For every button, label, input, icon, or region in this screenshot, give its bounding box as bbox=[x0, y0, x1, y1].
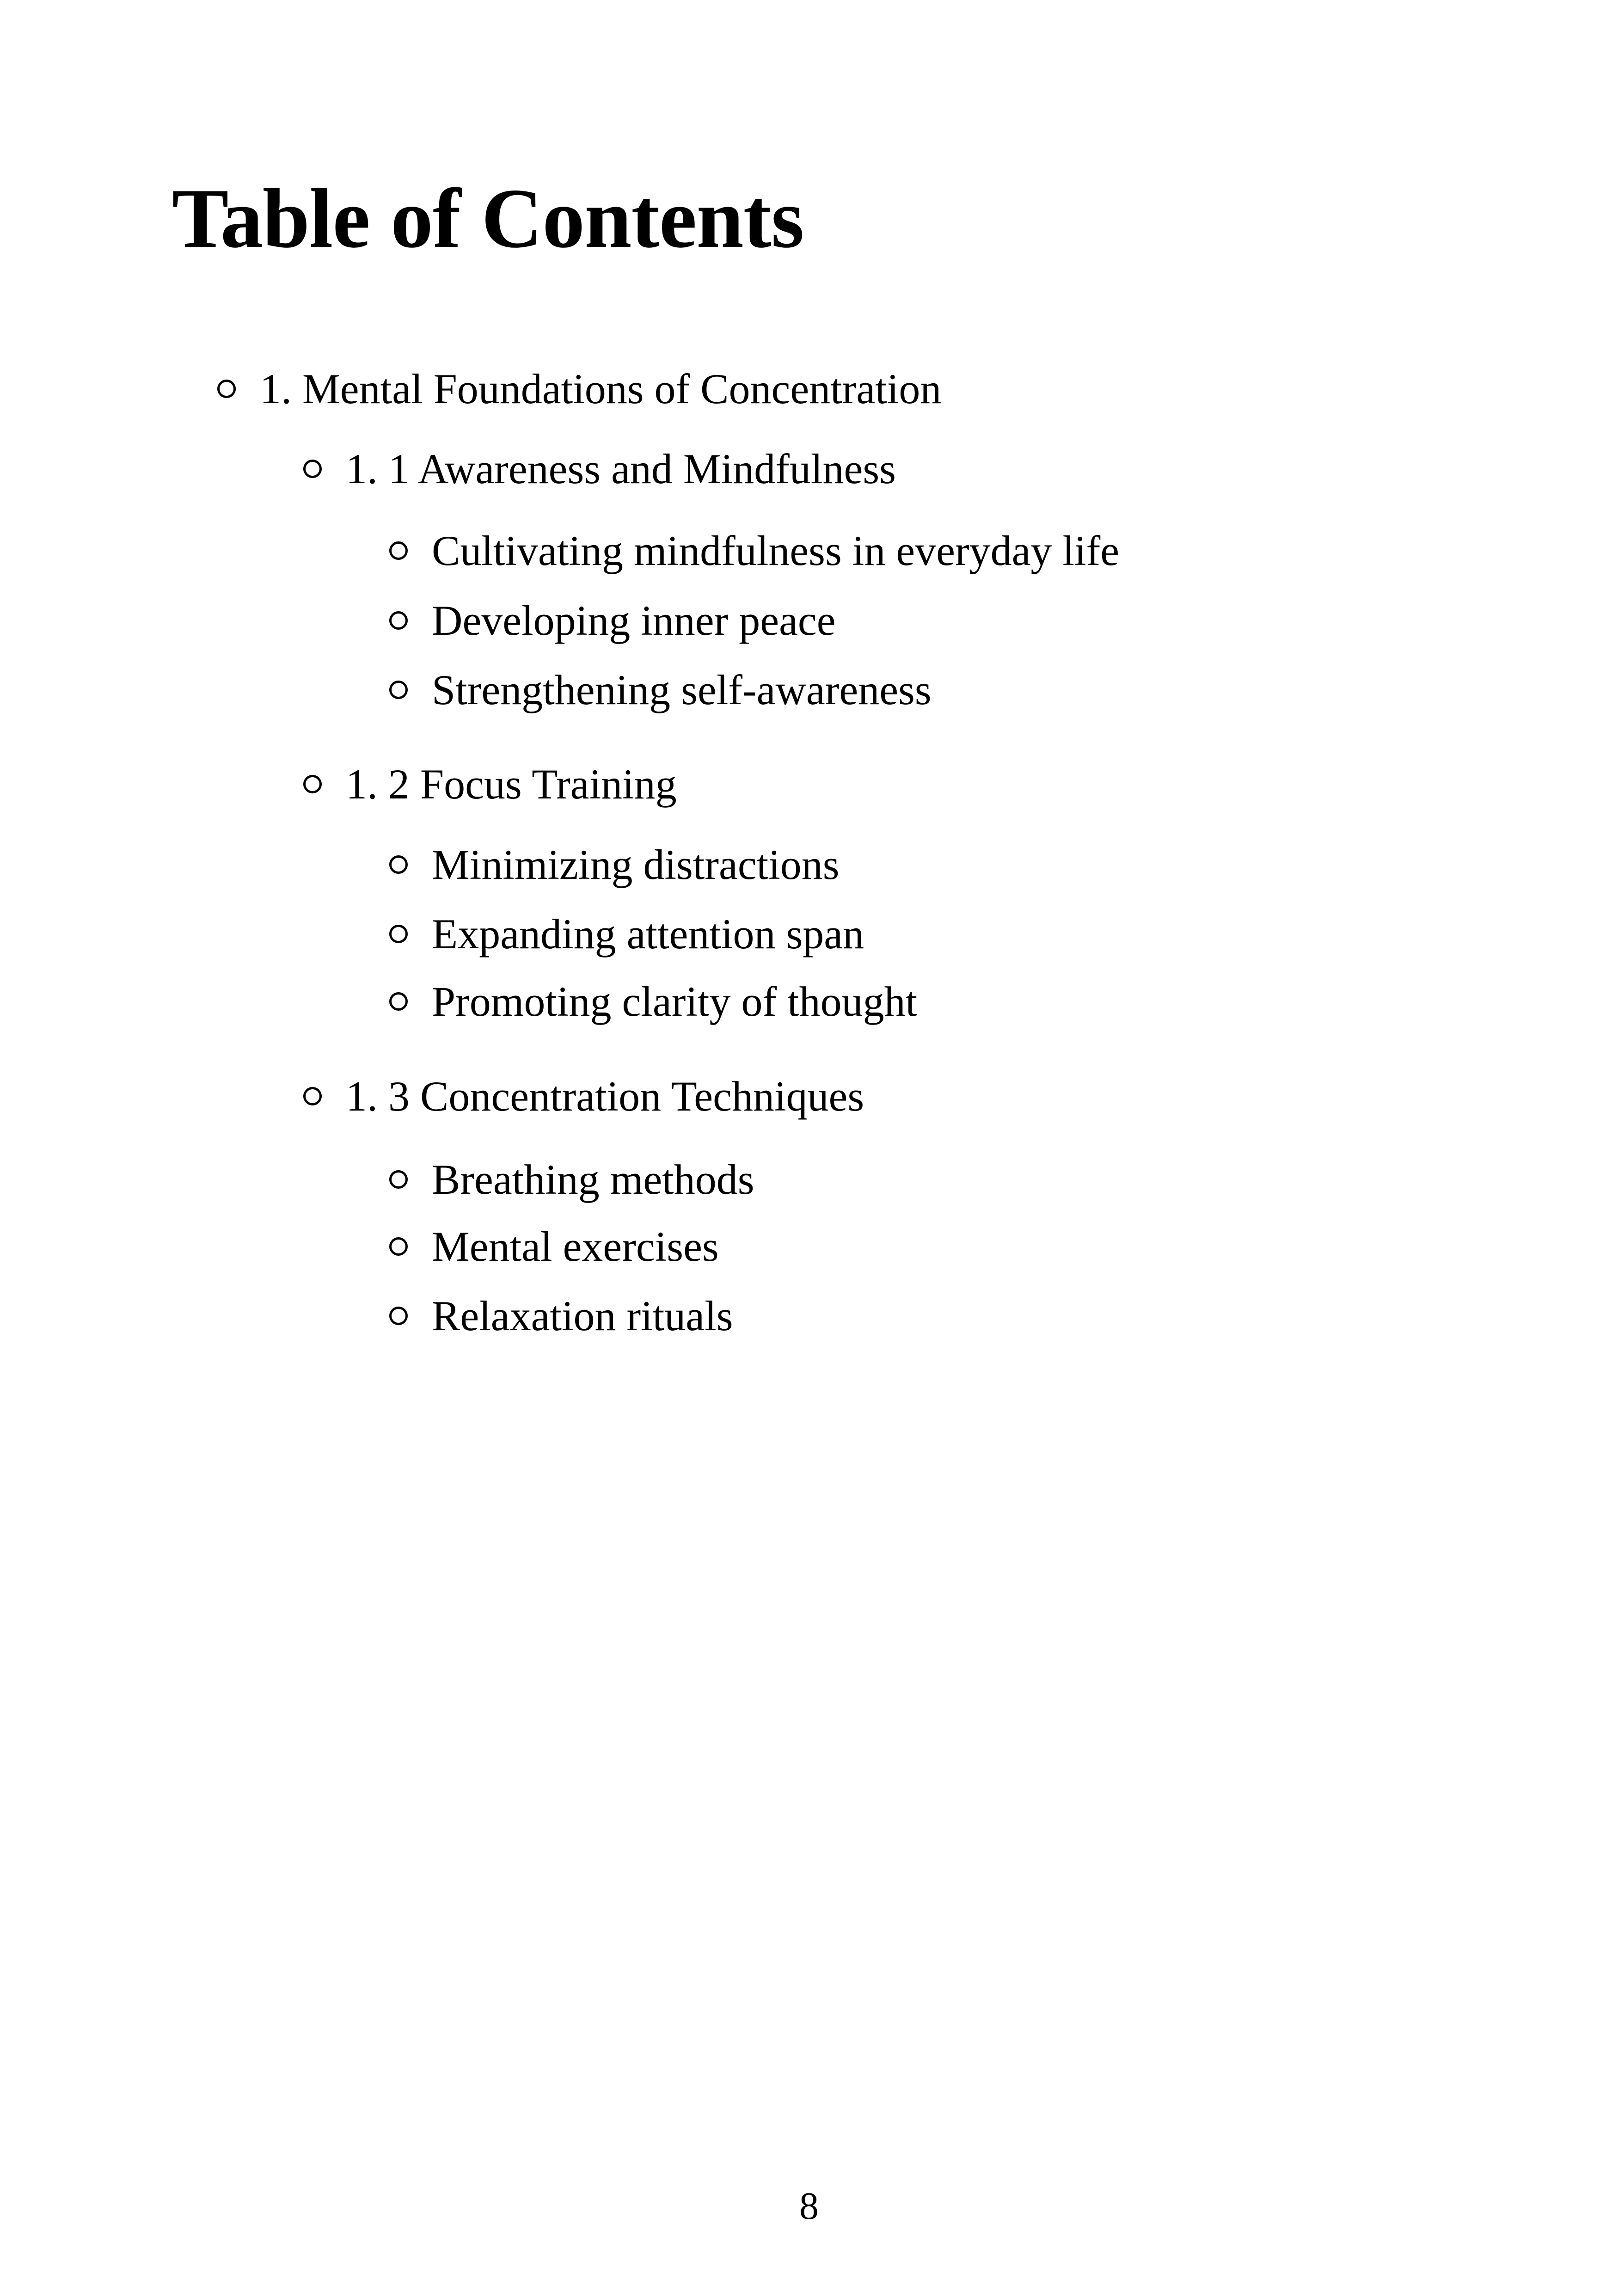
hollow-circle-bullet-icon bbox=[217, 380, 236, 398]
toc-subsection[interactable] bbox=[389, 980, 917, 1023]
hollow-circle-bullet-icon bbox=[389, 992, 408, 1011]
toc-subsection-label: Minimizing distractions bbox=[432, 841, 840, 888]
page-title: Table of Contents bbox=[172, 171, 804, 265]
hollow-circle-bullet-icon bbox=[389, 1170, 408, 1189]
toc-chapter-label: 1. Mental Foundations of Concentration bbox=[260, 365, 942, 412]
toc-subsection[interactable] bbox=[389, 1158, 754, 1201]
toc-section[interactable] bbox=[303, 1073, 864, 1120]
toc-subsection[interactable] bbox=[389, 529, 1119, 572]
hollow-circle-bullet-icon bbox=[303, 1087, 322, 1105]
hollow-circle-bullet-icon bbox=[389, 681, 408, 699]
toc-subsection[interactable] bbox=[389, 1225, 719, 1268]
toc-subsection-label: Developing inner peace bbox=[432, 597, 836, 644]
toc-subsection-label: Cultivating mindfulness in everyday life bbox=[432, 527, 1120, 574]
toc-subsection-label: Relaxation rituals bbox=[432, 1292, 733, 1339]
page-number: 8 bbox=[799, 2185, 819, 2228]
toc-section[interactable] bbox=[303, 761, 677, 808]
toc-subsection[interactable] bbox=[389, 1292, 733, 1339]
toc-section[interactable] bbox=[303, 445, 896, 492]
toc-section-label: 1. 2 Focus Training bbox=[346, 761, 677, 808]
toc-subsection[interactable] bbox=[389, 843, 840, 886]
toc-section-label: 1. 1 Awareness and Mindfulness bbox=[346, 445, 896, 492]
toc-subsection-label: Expanding attention span bbox=[432, 910, 864, 958]
hollow-circle-bullet-icon bbox=[389, 1307, 408, 1325]
toc-subsection[interactable] bbox=[389, 666, 932, 713]
hollow-circle-bullet-icon bbox=[389, 541, 408, 560]
toc-chapter[interactable] bbox=[217, 365, 942, 412]
toc-subsection-label: Mental exercises bbox=[432, 1223, 719, 1270]
hollow-circle-bullet-icon bbox=[303, 775, 322, 793]
hollow-circle-bullet-icon bbox=[389, 855, 408, 874]
toc-subsection-label: Strengthening self-awareness bbox=[432, 666, 932, 713]
toc-section-label: 1. 3 Concentration Techniques bbox=[346, 1073, 864, 1120]
toc-subsection[interactable] bbox=[389, 910, 864, 958]
hollow-circle-bullet-icon bbox=[389, 1237, 408, 1256]
toc-subsection[interactable] bbox=[389, 599, 836, 642]
toc-subsection-label: Promoting clarity of thought bbox=[432, 978, 918, 1025]
hollow-circle-bullet-icon bbox=[389, 611, 408, 630]
hollow-circle-bullet-icon bbox=[389, 925, 408, 943]
toc-subsection-label: Breathing methods bbox=[432, 1156, 754, 1203]
hollow-circle-bullet-icon bbox=[303, 460, 322, 478]
